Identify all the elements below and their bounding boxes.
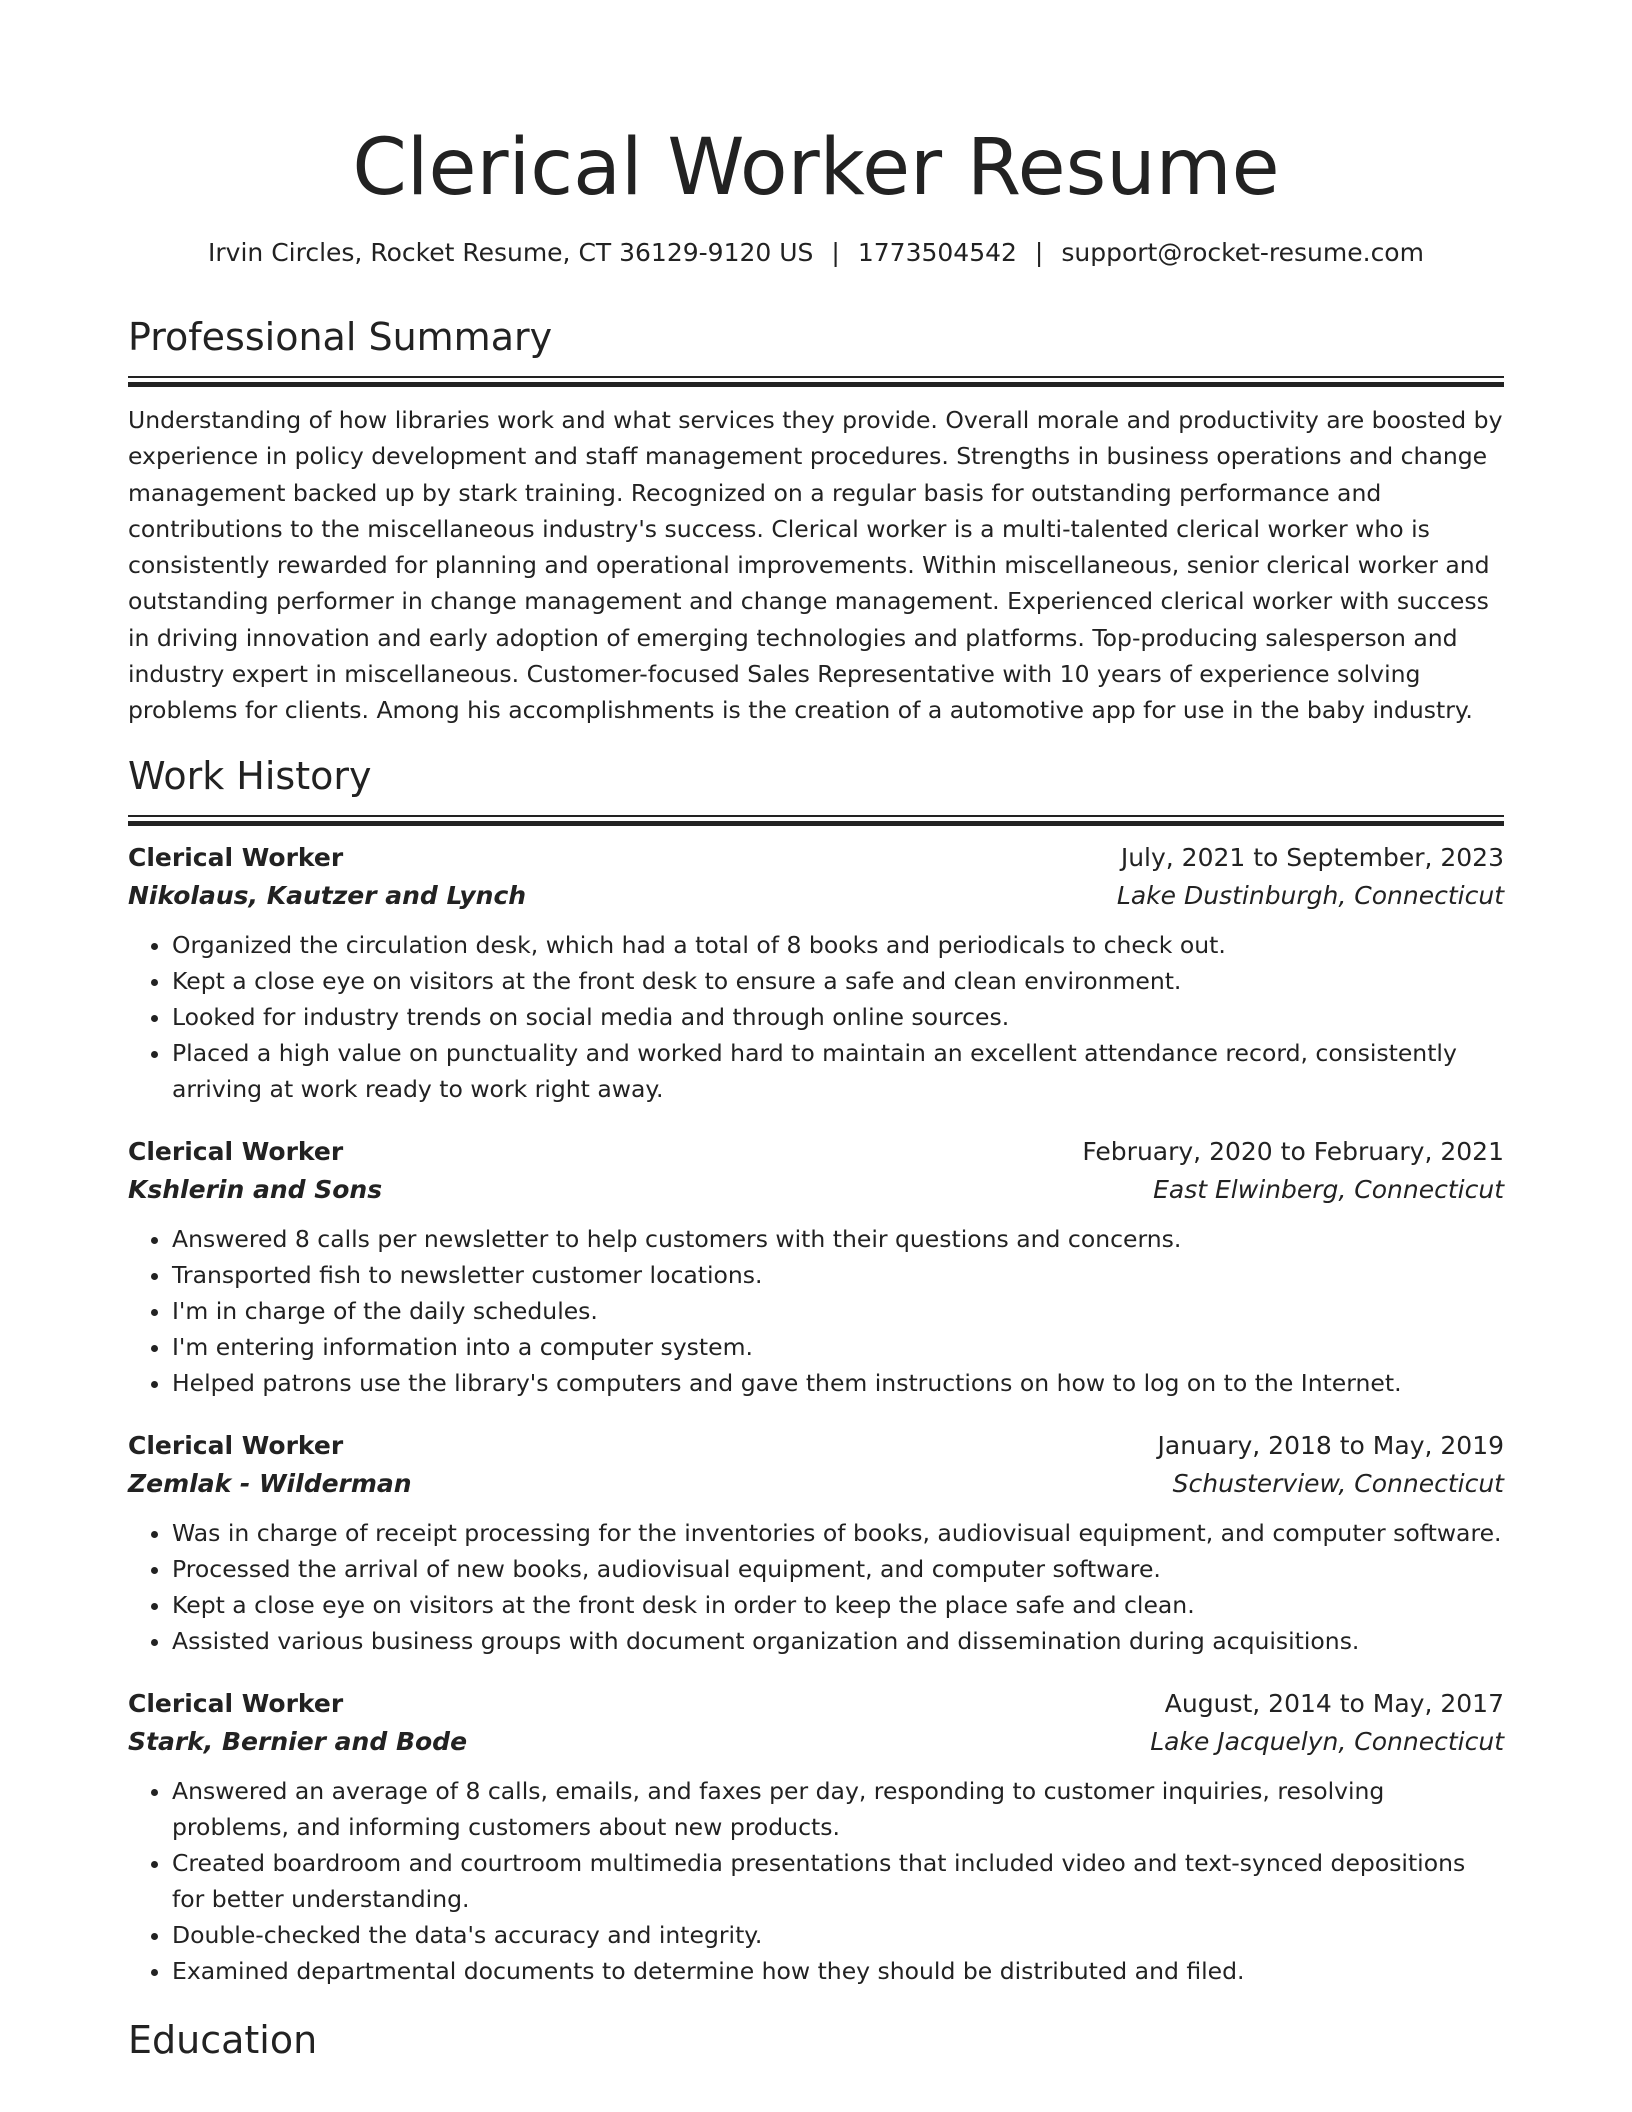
job-location: Lake Jacquelyn, Connecticut [1150, 1726, 1504, 1756]
job-bullet: • Examined departmental documents to determine how they should be distributed and filed. [172, 1953, 1504, 1989]
job-dates: February, 2020 to February, 2021 [1082, 1136, 1504, 1166]
job-bullet-list [128, 1221, 1504, 1401]
job-entry [128, 839, 1504, 1107]
job-dates: January, 2018 to May, 2019 [1157, 1430, 1504, 1460]
job-bullet: • I'm entering information into a computer system. [172, 1329, 1504, 1365]
job-dates: August, 2014 to May, 2017 [1164, 1688, 1504, 1718]
summary-text: Understanding of how libraries work and what services they provide. Overall morale and productivity are boosted by experience in policy development and staff management procedures. Strengths in business operations and change management backed up by stark training. Recognized on a regular basis for outstanding performance and contributions to the miscellaneous industry's success. Clerical worker is a multi-talented clerical worker who is consistently rewarded for planning and operational improvements. Within miscellaneous, senior clerical worker and outstanding performer in change management and change management. Experienced clerical worker with success in driving innovation and early adoption of emerging technologies and platforms. Top-producing salesperson and industry expert in miscellaneous. Customer-focused Sales Representative with 10 years of experience solving problems for clients. Among his accomplishments is the creation of a automotive app for use in the baby industry. [128, 406, 1503, 725]
job-bullet: • Looked for industry trends on social media and through online sources. [172, 999, 1504, 1035]
professional-summary-section [128, 312, 1504, 729]
contact-address: Irvin Circles, Rocket Resume, CT 36129-9120 US [208, 238, 814, 267]
resume-title: Clerical Worker Resume [352, 123, 1280, 213]
contact-phone: 1773504542 [857, 238, 1017, 267]
job-bullet: • Was in charge of receipt processing for the inventories of books, audiovisual equipment, and computer software. [172, 1515, 1504, 1551]
job-bullet-list [128, 1773, 1504, 1989]
job-company: Stark, Bernier and Bode [128, 1726, 468, 1756]
job-bullet: • Created boardroom and courtroom multimedia presentations that included video and text-synced depositions for better understanding. [172, 1845, 1504, 1917]
job-bullet: • Processed the arrival of new books, audiovisual equipment, and computer software. [172, 1551, 1504, 1587]
contact-line [128, 236, 1504, 270]
section-divider [128, 376, 1504, 386]
job-company: Zemlak - Wilderman [128, 1468, 412, 1498]
job-title: Clerical Worker [128, 1430, 344, 1460]
job-title: Clerical Worker [128, 1136, 344, 1166]
job-location: Schusterview, Connecticut [1172, 1468, 1504, 1498]
job-bullet: • Kept a close eye on visitors at the front desk in order to keep the place safe and clean. [172, 1587, 1504, 1623]
section-heading-summary: Professional Summary [128, 315, 553, 359]
job-bullet: • I'm in charge of the daily schedules. [172, 1293, 1504, 1329]
job-location: Lake Dustinburgh, Connecticut [1116, 880, 1504, 910]
section-divider [128, 815, 1504, 825]
job-bullet-list [128, 1515, 1504, 1659]
job-header-row [128, 839, 1504, 877]
job-header-row [128, 1133, 1504, 1171]
job-title: Clerical Worker [128, 1688, 344, 1718]
contact-separator: | [1034, 238, 1044, 267]
job-bullet: • Organized the circulation desk, which had a total of 8 books and periodicals to check out. [172, 927, 1504, 963]
job-bullet-list [128, 927, 1504, 1107]
job-bullet: • Double-checked the data's accuracy and integrity. [172, 1917, 1504, 1953]
contact-email: support@rocket-resume.com [1061, 238, 1424, 267]
job-subheader-row [128, 1723, 1504, 1761]
job-entry [128, 1133, 1504, 1401]
section-heading-work: Work History [128, 753, 372, 798]
education-section [128, 2015, 1504, 2065]
job-dates: July, 2021 to September, 2023 [1120, 842, 1504, 872]
job-bullet: • Answered 8 calls per newsletter to help customers with their questions and concerns. [172, 1221, 1504, 1257]
contact-separator: | [831, 238, 840, 267]
resume-page [128, 0, 1504, 2065]
job-bullet: • Helped patrons use the library's computers and gave them instructions on how to log on to the Internet. [172, 1365, 1504, 1401]
job-subheader-row [128, 1171, 1504, 1209]
job-entry [128, 1685, 1504, 1989]
job-bullet: • Kept a close eye on visitors at the front desk to ensure a safe and clean environment. [172, 963, 1504, 999]
job-company: Kshlerin and Sons [128, 1174, 383, 1204]
job-bullet: • Transported fish to newsletter customer locations. [172, 1257, 1504, 1293]
job-company: Nikolaus, Kautzer and Lynch [128, 880, 527, 910]
work-history-section [128, 751, 1504, 1989]
job-location: East Elwinberg, Connecticut [1153, 1174, 1504, 1204]
job-header-row [128, 1685, 1504, 1723]
job-subheader-row [128, 1465, 1504, 1503]
job-bullet: • Assisted various business groups with document organization and dissemination during acquisitions. [172, 1623, 1504, 1659]
job-subheader-row [128, 877, 1504, 915]
section-heading-education: Education [128, 2017, 318, 2062]
job-header-row [128, 1427, 1504, 1465]
job-entry [128, 1427, 1504, 1659]
job-bullet: • Placed a high value on punctuality and worked hard to maintain an excellent attendance record, consistently arriving at work ready to work right away. [172, 1035, 1504, 1107]
job-bullet: • Answered an average of 8 calls, emails, and faxes per day, responding to customer inquiries, resolving problems, and informing customers about new products. [172, 1773, 1504, 1845]
job-title: Clerical Worker [128, 842, 344, 872]
